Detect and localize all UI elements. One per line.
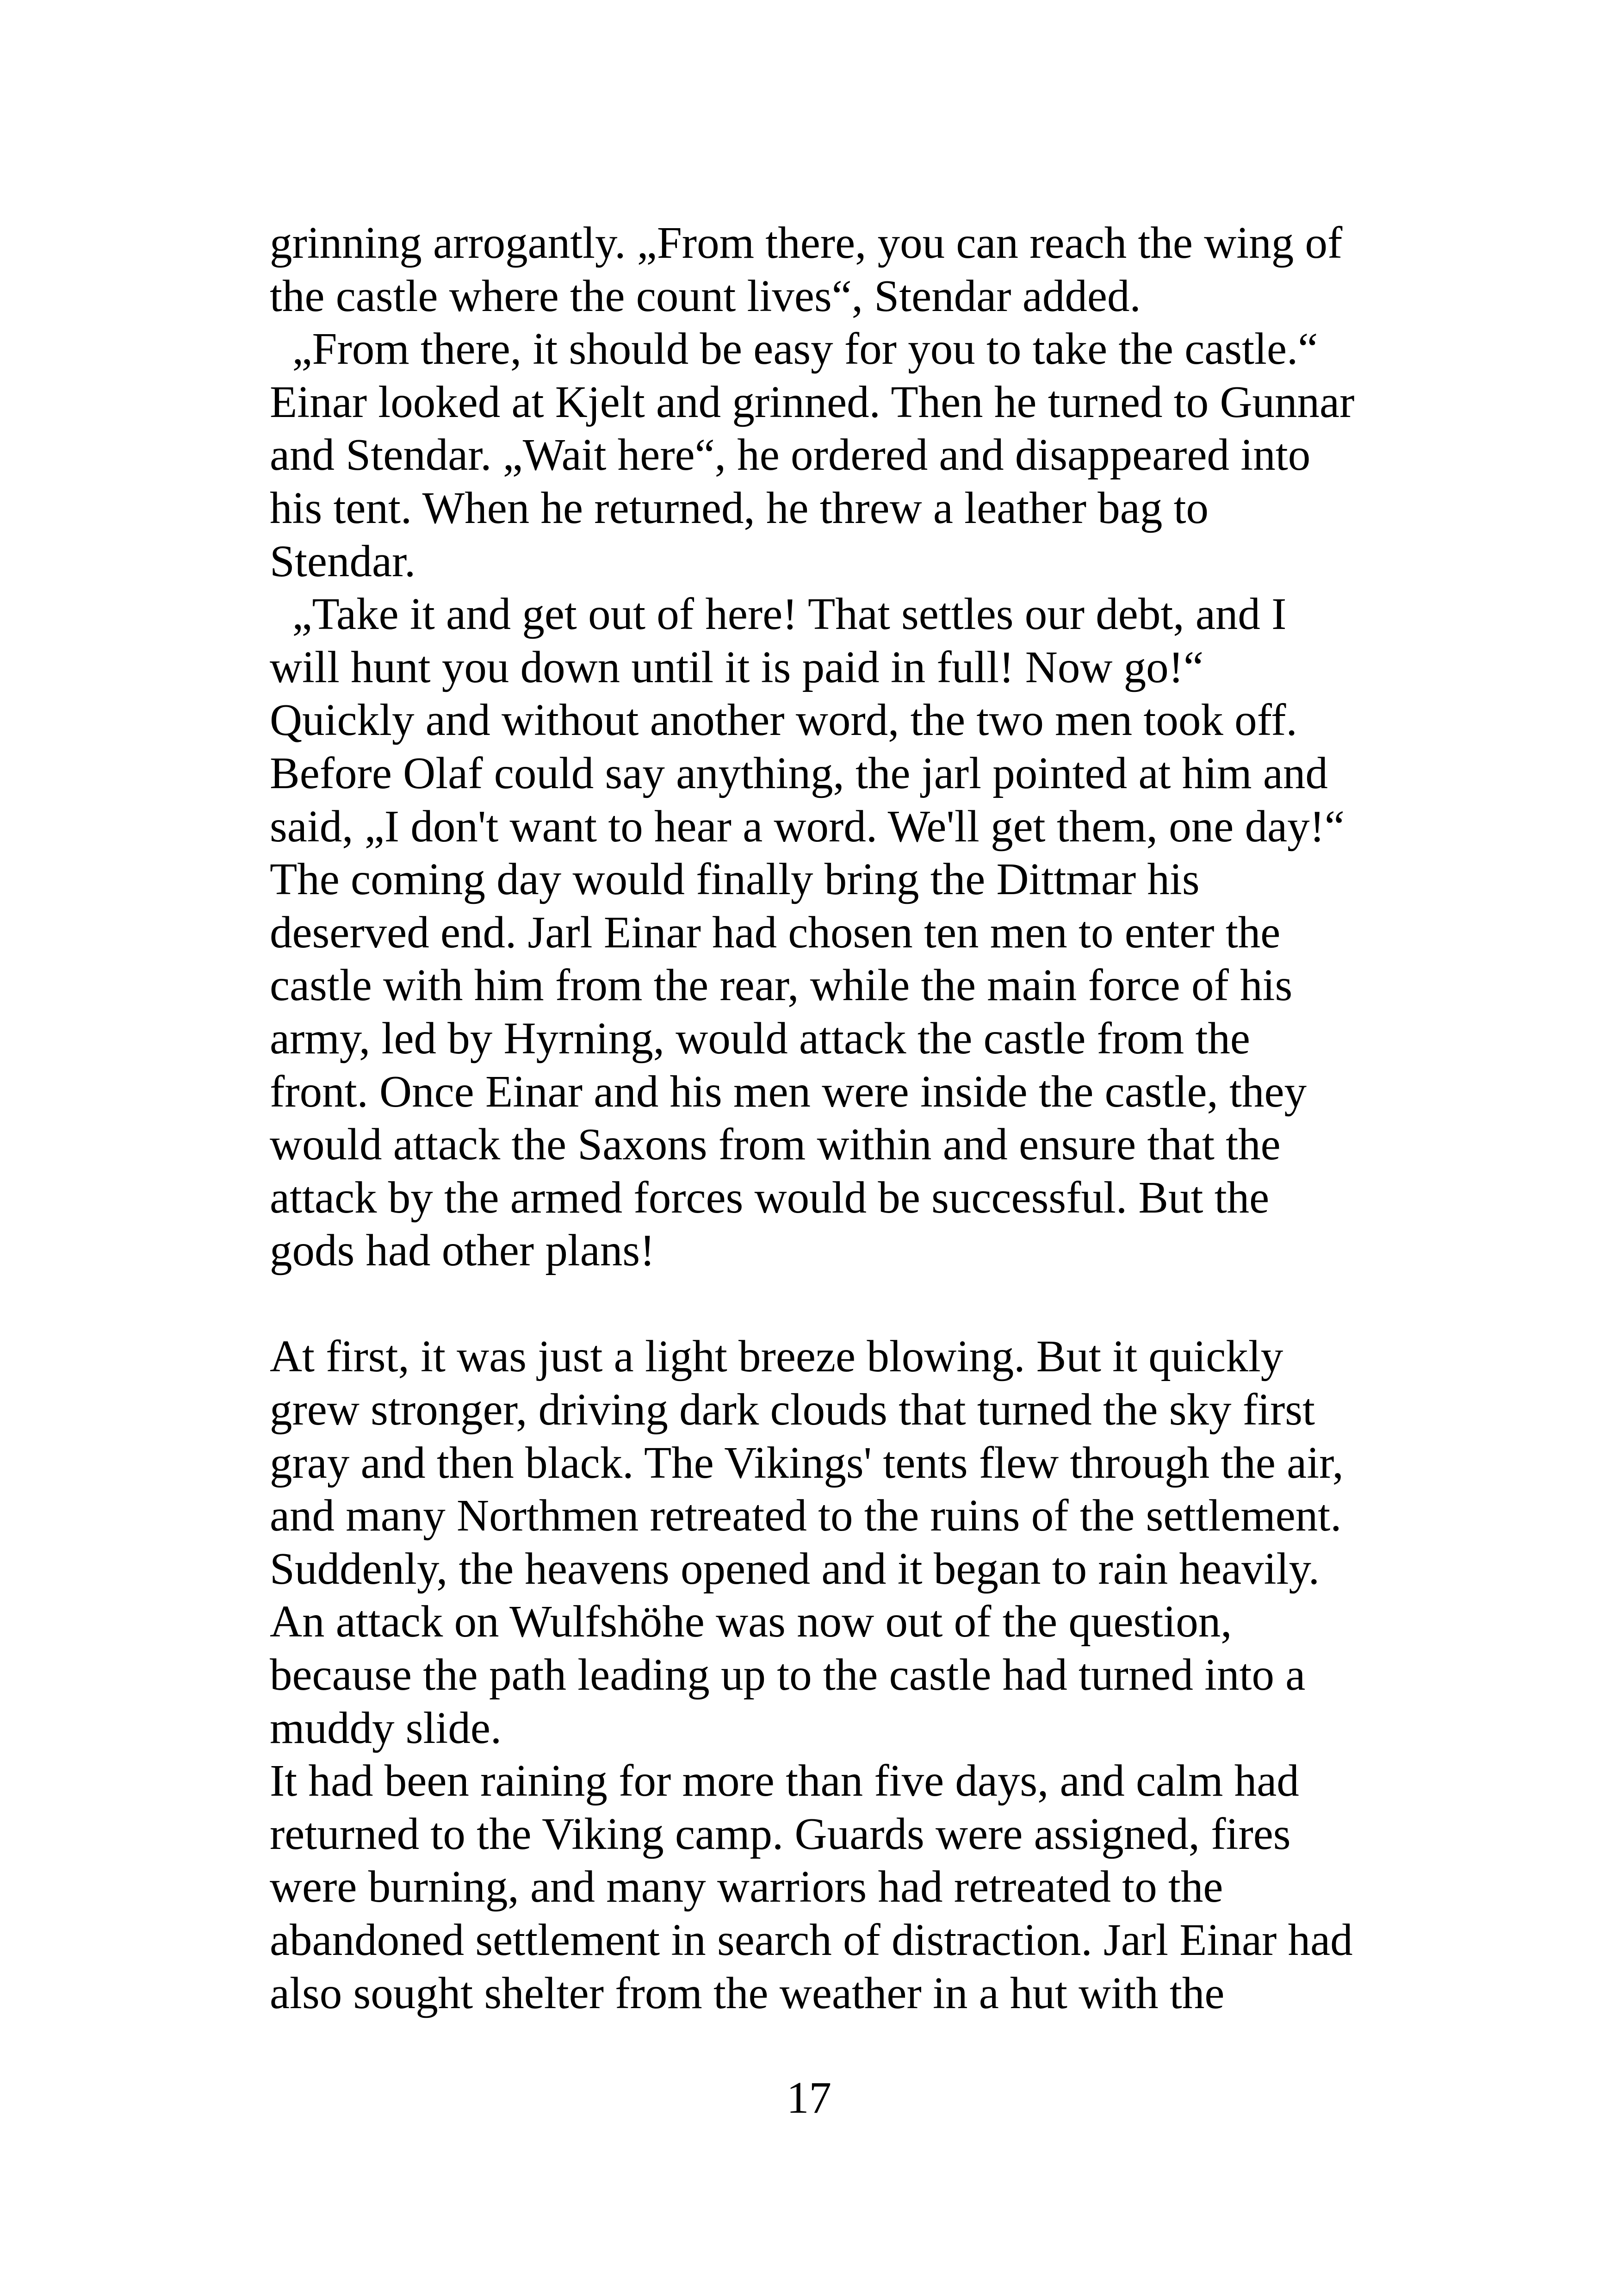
- text-line: castle with him from the rear, while the main force of his: [270, 960, 1293, 1010]
- text-line: army, led by Hyrning, would attack the castle from the: [270, 1013, 1250, 1063]
- text-line: „From there, it should be easy for you to take the castle.“: [270, 324, 1318, 374]
- page-number: 17: [787, 2073, 831, 2122]
- text-line: „Take it and get out of here! That settles our debt, and I: [270, 589, 1287, 639]
- text-line: gods had other plans!: [270, 1226, 655, 1276]
- text-line: the castle where the count lives“, Stendar added.: [270, 271, 1141, 321]
- text-line: because the path leading up to the castle had turned into a: [270, 1650, 1306, 1700]
- text-line: Suddenly, the heavens opened and it began to rain heavily.: [270, 1543, 1320, 1593]
- text-line: his tent. When he returned, he threw a leather bag to: [270, 483, 1209, 533]
- text-line: grinning arrogantly. „From there, you can reach the wing of: [270, 218, 1343, 268]
- text-line: would attack the Saxons from within and ensure that the: [270, 1120, 1281, 1170]
- text-line: and many Northmen retreated to the ruins of the settlement.: [270, 1491, 1342, 1541]
- text-line: were burning, and many warriors had retreated to the: [270, 1862, 1223, 1912]
- text-line: front. Once Einar and his men were inside the castle, they: [270, 1066, 1307, 1116]
- paragraph-1: [270, 217, 1417, 1277]
- text-line: It had been raining for more than five days, and calm had: [270, 1756, 1299, 1806]
- text-line: returned to the Viking camp. Guards were assigned, fires: [270, 1809, 1291, 1859]
- text-line: The coming day would finally bring the Dittmar his: [270, 854, 1200, 904]
- text-line: will hunt you down until it is paid in full! Now go!“: [270, 642, 1204, 692]
- text-line: An attack on Wulfshöhe was now out of the question,: [270, 1597, 1232, 1647]
- text-line: Quickly and without another word, the two men took off.: [270, 695, 1297, 745]
- text-line: Before Olaf could say anything, the jarl pointed at him and: [270, 748, 1328, 798]
- text-line: Einar looked at Kjelt and grinned. Then he turned to Gunnar: [270, 377, 1355, 427]
- text-line: Stendar.: [270, 536, 416, 586]
- body-text: [270, 217, 1417, 2020]
- text-line: muddy slide.: [270, 1703, 502, 1753]
- paragraph-2: [270, 1330, 1417, 2020]
- text-line: At first, it was just a light breeze blowing. But it quickly: [270, 1332, 1283, 1381]
- text-line: grew stronger, driving dark clouds that turned the sky first: [270, 1385, 1315, 1435]
- text-line: attack by the armed forces would be successful. But the: [270, 1172, 1270, 1222]
- text-line: gray and then black. The Vikings' tents flew through the air,: [270, 1437, 1344, 1487]
- paragraph-break: [270, 1277, 1417, 1331]
- text-line: abandoned settlement in search of distraction. Jarl Einar had: [270, 1915, 1353, 1965]
- text-line: also sought shelter from the weather in a hut with the: [270, 1968, 1225, 2018]
- text-line: said, „I don't want to hear a word. We'll get them, one day!“: [270, 801, 1345, 851]
- text-line: deserved end. Jarl Einar had chosen ten men to enter the: [270, 907, 1281, 957]
- text-line: and Stendar. „Wait here“, he ordered and disappeared into: [270, 430, 1311, 480]
